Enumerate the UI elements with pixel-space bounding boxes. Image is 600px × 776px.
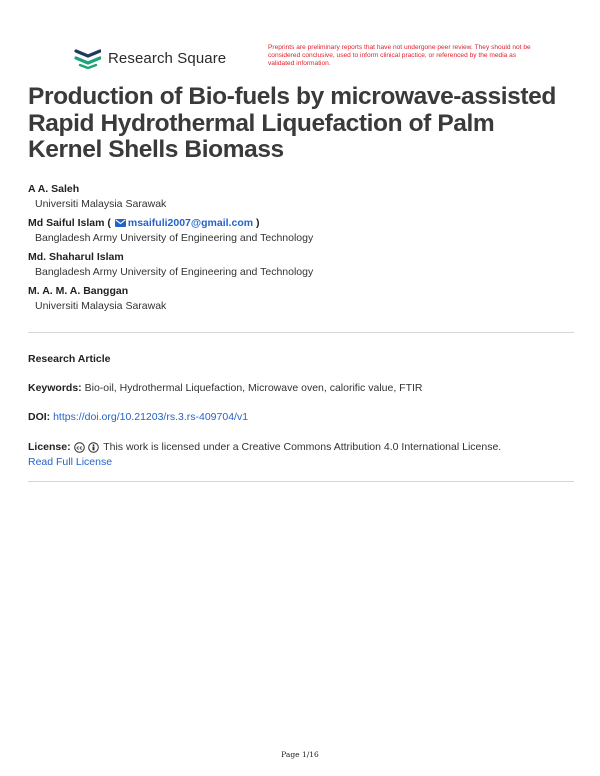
author-name-line <box>28 216 568 231</box>
author-affiliation: Bangladesh Army University of Engineering and Technology <box>35 266 314 278</box>
author-affiliation: Bangladesh Army University of Engineering and Technology <box>35 232 314 244</box>
logo-text-research: Research <box>108 49 173 67</box>
divider-bottom <box>28 481 574 482</box>
svg-text:cc: cc <box>75 445 83 452</box>
paper-title: Production of Bio-fuels by microwave-assisted Rapid Hydrothermal Liquefaction of Palm Kernel Shells Biomass <box>28 83 556 163</box>
email-open-paren: ( <box>107 217 111 229</box>
doi-row <box>28 410 574 425</box>
author-list <box>28 182 568 318</box>
doi-label: DOI: <box>28 411 51 423</box>
keywords-row <box>28 381 574 396</box>
author-affiliation: Universiti Malaysia Sarawak <box>35 198 167 210</box>
preprint-disclaimer: Preprints are preliminary reports that have not undergone peer review. They should not be considered conclusive, used to inform clinical practice, or referenced by the media as validated information. <box>268 44 531 68</box>
divider-top <box>28 332 574 333</box>
author-name[interactable]: M. A. M. A. Banggan <box>28 285 129 297</box>
research-square-logo[interactable] <box>74 47 226 69</box>
license-row <box>28 440 574 470</box>
author-name[interactable]: A A. Saleh <box>28 183 80 195</box>
page-number: Page 1/16 <box>281 750 319 759</box>
read-full-license-link[interactable]: Read Full License <box>28 456 113 468</box>
license-label: License: <box>28 441 71 453</box>
author-entry <box>28 182 568 212</box>
author-name[interactable]: Md Saiful Islam <box>28 217 105 229</box>
creative-commons-icon[interactable] <box>74 442 85 453</box>
article-type-label: Research Article <box>28 353 111 365</box>
keywords-label: Keywords: <box>28 382 82 394</box>
doi-link[interactable]: https://doi.org/10.21203/rs.3.rs-409704/v1 <box>53 411 249 423</box>
keywords-value: Bio-oil, Hydrothermal Liquefaction, Microwave oven, calorific value, FTIR <box>84 382 423 394</box>
research-square-mark-icon <box>74 47 101 69</box>
email-close-paren: ) <box>256 217 260 229</box>
envelope-icon <box>115 219 126 227</box>
logo-wordmark <box>108 50 226 67</box>
author-email-link[interactable]: msaifuli2007@gmail.com <box>127 217 254 229</box>
author-entry <box>28 250 568 280</box>
author-name[interactable]: Md. Shaharul Islam <box>28 251 124 263</box>
author-entry <box>28 216 568 246</box>
author-entry <box>28 284 568 314</box>
author-affiliation: Universiti Malaysia Sarawak <box>35 300 167 312</box>
article-type <box>28 352 574 367</box>
logo-text-square: Square <box>177 49 227 67</box>
attribution-icon[interactable] <box>88 442 99 453</box>
license-text: This work is licensed under a Creative Commons Attribution 4.0 International License. <box>103 441 502 453</box>
